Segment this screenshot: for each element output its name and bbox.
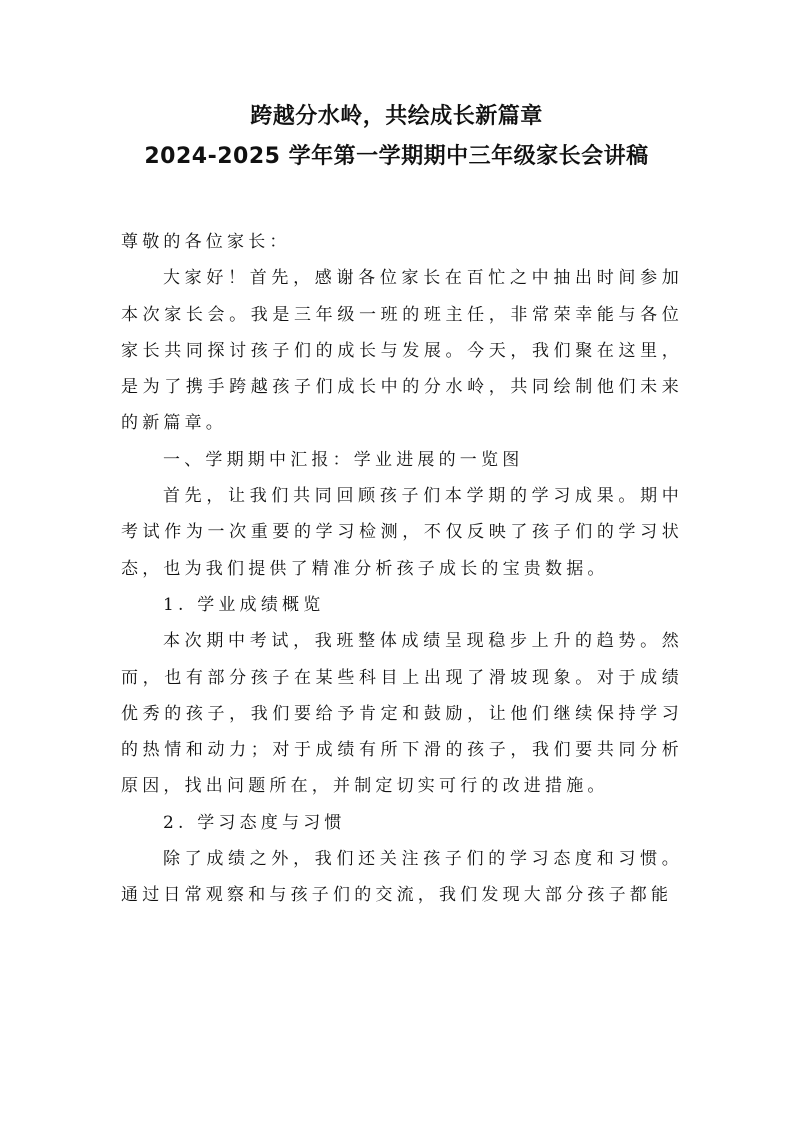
document-subtitle: 2024-2025 学年第一学期期中三年级家长会讲稿 <box>144 144 649 169</box>
paragraph-attitude: 除了成绩之外，我们还关注孩子们的学习态度和习惯。通过日常观察和与孩子们的交流，我们发现大部分孩子都能 <box>121 849 683 906</box>
subsection-heading-2: 2. 学习态度与习惯 <box>163 812 346 833</box>
paragraph-review: 首先，让我们共同回顾孩子们本学期的学习成果。期中考试作为一次重要的学习检测，不仅反映了孩子们的学习状态，也为我们提供了精准分析孩子成长的宝贵数据。 <box>121 486 683 579</box>
document-body <box>121 224 683 914</box>
section-heading-1: 一、学期期中汇报：学业进展的一览图 <box>163 449 524 470</box>
paragraph-scores: 本次期中考试，我班整体成绩呈现稳步上升的趋势。然而，也有部分孩子在某些科目上出现了滑坡现象。对于成绩优秀的孩子，我们要给予肯定和鼓励，让他们继续保持学习的热情和动力；对于成绩有所下滑的孩子，我们要共同分析原因，找出问题所在，并制定切实可行的改进措施。 <box>121 631 683 797</box>
subsection-heading-1: 1. 学业成绩概览 <box>163 594 325 615</box>
salutation: 尊敬的各位家长： <box>121 232 291 252</box>
document-title: 跨越分水岭，共绘成长新篇章 <box>250 104 543 129</box>
paragraph-greeting: 大家好！首先，感谢各位家长在百忙之中抽出时间参加本次家长会。我是三年级一班的班主任，非常荣幸能与各位家长共同探讨孩子们的成长与发展。今天，我们聚在这里，是为了携手跨越孩子们成长中的分水岭，共同绘制他们未来的新篇章。 <box>121 268 683 434</box>
